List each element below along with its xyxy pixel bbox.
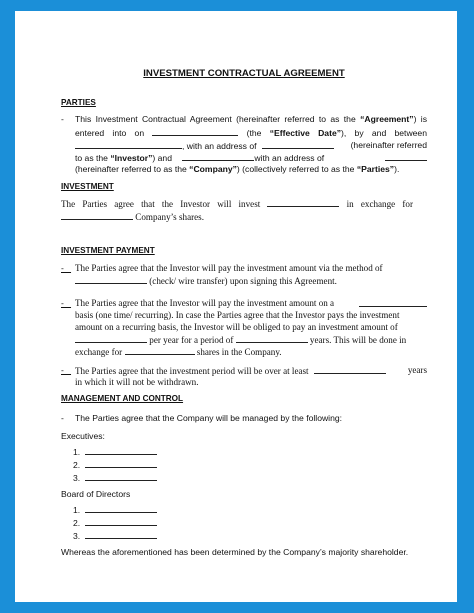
section-heading-parties: PARTIES — [61, 98, 96, 107]
parties-line-2: entered into on (the “Effective Date”), by and between — [75, 128, 427, 138]
payment-method-field[interactable] — [75, 274, 147, 284]
closing-statement: Whereas the aforementioned has been determined by the Company’s majority shareholder. — [61, 547, 409, 557]
director-item: 1. — [73, 503, 157, 516]
parties-line-1: This Investment Contractual Agreement (hereinafter referred to as the “Agreement”) is — [75, 114, 427, 124]
investment-line-1: The Parties agree that the Investor will invest in exchange for — [61, 199, 413, 209]
executive-item: 1. — [73, 445, 157, 458]
parties-line-4: to as the “Investor”) and with an address of — [75, 151, 427, 164]
executive-1-field[interactable] — [85, 445, 157, 455]
executives-label: Executives: — [61, 431, 105, 441]
company-name-field[interactable] — [182, 151, 254, 161]
payment-paragraph-2-line-4: per year for a period of years. This will be done in — [75, 333, 427, 346]
investment-amount-field[interactable] — [267, 197, 339, 207]
section-heading-management: MANAGEMENT AND CONTROL — [61, 394, 184, 403]
parties-line-3: , with an address of (hereinafter referred — [75, 139, 427, 152]
board-of-directors-label: Board of Directors — [61, 489, 131, 499]
executive-2-field[interactable] — [85, 458, 157, 468]
executive-item: 2. — [73, 458, 157, 471]
period-years-field[interactable] — [236, 333, 308, 343]
section-heading-investment: INVESTMENT — [61, 182, 114, 191]
effective-date-field[interactable] — [152, 126, 238, 136]
director-3-field[interactable] — [85, 529, 157, 539]
director-item: 2. — [73, 516, 157, 529]
investment-line-2: Company’s shares. — [61, 210, 204, 223]
management-statement: The Parties agree that the Company will be managed by the following: — [75, 413, 343, 423]
investor-address-field[interactable] — [262, 139, 334, 149]
bullet-dash: - — [61, 365, 72, 375]
payment-basis-field[interactable] — [359, 297, 427, 307]
payment-paragraph-3-line-1: The Parties agree that the investment period will be over at least years — [75, 365, 427, 376]
payment-paragraph-2-line-3: amount on a recurring basis, the Investor will be obliged to pay an investment amount of — [75, 322, 398, 332]
parties-line-5: (hereinafter referred to as the “Company”) (collectively referred to as the “Parties”). — [75, 164, 400, 174]
share-count-field[interactable] — [61, 210, 133, 220]
payment-paragraph-3-line-2: in which it will not be withdrawn. — [75, 377, 199, 387]
bullet-dash: - — [61, 413, 64, 423]
payment-paragraph-2-line-5: exchange for shares in the Company. — [75, 347, 282, 357]
bullet-dash: - — [61, 263, 72, 273]
payment-paragraph-1-line-1: The Parties agree that the Investor will pay the investment amount via the method of — [75, 263, 383, 273]
director-2-field[interactable] — [85, 516, 157, 526]
payment-paragraph-2-line-1: The Parties agree that the Investor will pay the investment amount on a — [75, 297, 427, 309]
exchange-shares-field[interactable] — [125, 345, 195, 355]
director-1-field[interactable] — [85, 503, 157, 513]
executive-item: 3. — [73, 471, 157, 484]
payment-paragraph-2-line-2: basis (one time/ recurring). In case the Parties agree that the Investor pays the investment — [75, 310, 400, 320]
director-item: 3. — [73, 529, 157, 542]
section-heading-investment-payment: INVESTMENT PAYMENT — [61, 246, 155, 255]
annual-amount-field[interactable] — [75, 333, 147, 343]
bullet-dash: - — [61, 114, 64, 124]
document-page — [15, 11, 457, 602]
executive-3-field[interactable] — [85, 471, 157, 481]
investor-name-field[interactable] — [75, 139, 182, 149]
bullet-dash: - — [61, 298, 72, 308]
payment-paragraph-1-line-2: (check/ wire transfer) upon signing this Agreement. — [75, 274, 337, 287]
document-title: INVESTMENT CONTRACTUAL AGREEMENT — [143, 68, 345, 79]
company-address-field[interactable] — [385, 151, 427, 161]
investment-period-field[interactable] — [314, 364, 386, 374]
